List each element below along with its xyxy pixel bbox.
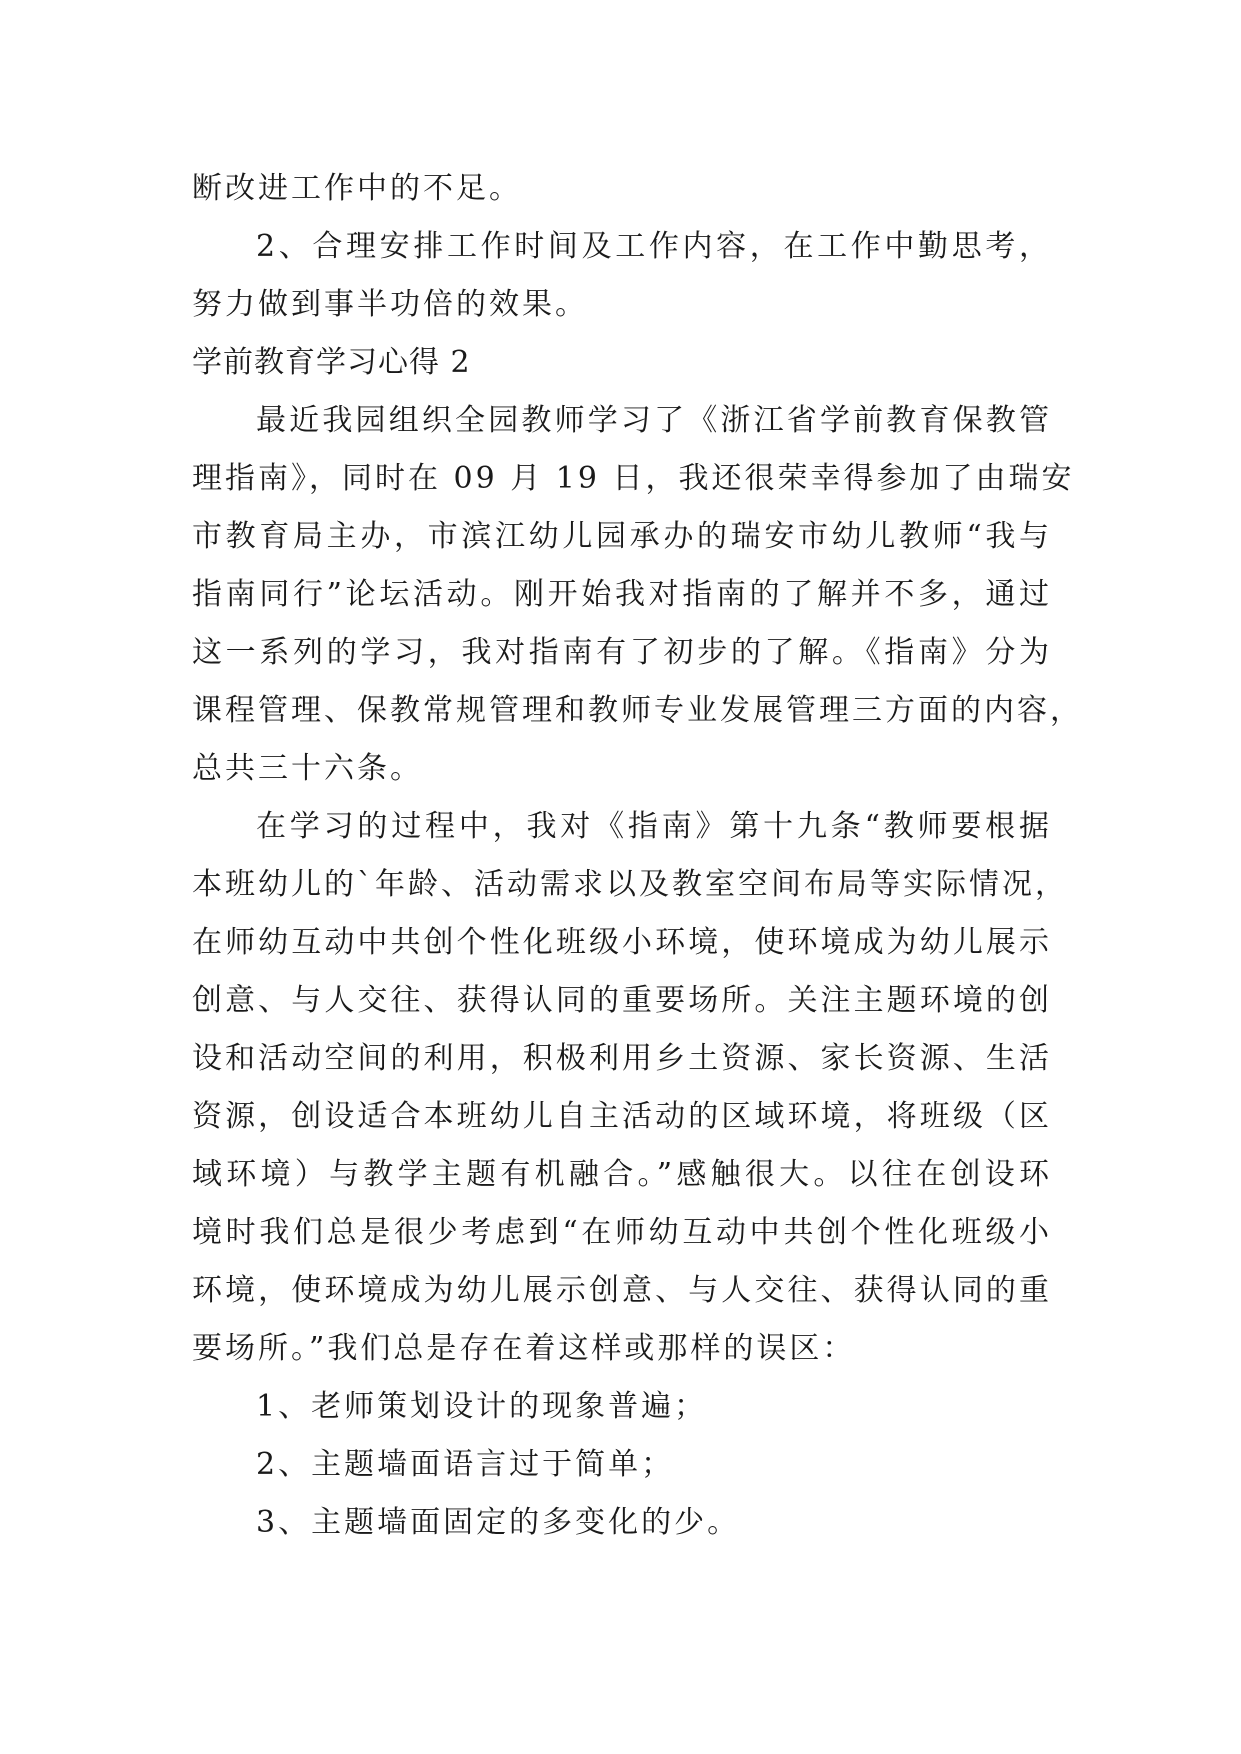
text-line: 2、合理安排工作时间及工作内容，在工作中勤思考， [256,229,1052,264]
document-body [192,160,1083,1552]
section-heading: 学前教育学习心得 2 [192,345,471,380]
text-line: 理指南》，同时在 09 月 19 日，我还很荣幸得参加了由瑞安 [192,461,1075,496]
text-line: 断改进工作中的不足。 [192,171,522,206]
text-line: 设和活动空间的利用，积极利用乡土资源、家长资源、生活 [192,1041,1052,1076]
text-line: 总共三十六条。 [192,751,423,786]
text-line: 要场所。”我们总是存在着这样或那样的误区： [192,1331,856,1366]
list-item: 1、老师策划设计的现象普遍； [256,1389,708,1424]
text-line: 本班幼儿的`年龄、活动需求以及教室空间布局等实际情况， [192,867,1068,902]
text-line: 指南同行”论坛活动。刚开始我对指南的了解并不多，通过 [192,577,1052,612]
text-line: 课程管理、保教常规管理和教师专业发展管理三方面的内容， [192,693,1083,728]
text-line: 域环境）与教学主题有机融合。”感触很大。以往在创设环 [192,1157,1052,1192]
text-line: 资源，创设适合本班幼儿自主活动的区域环境，将班级（区 [192,1099,1052,1134]
text-line: 努力做到事半功倍的效果。 [192,287,588,322]
text-line: 在学习的过程中，我对《指南》第十九条“教师要根据 [256,809,1052,844]
list-item: 2、主题墙面语言过于简单； [256,1447,675,1482]
text-line: 市教育局主办，市滨江幼儿园承办的瑞安市幼儿教师“我与 [192,519,1052,554]
text-line: 最近我园组织全园教师学习了《浙江省学前教育保教管 [256,403,1052,438]
text-line: 创意、与人交往、获得认同的重要场所。关注主题环境的创 [192,983,1052,1018]
text-line: 在师幼互动中共创个性化班级小环境，使环境成为幼儿展示 [192,925,1052,960]
text-line: 境时我们总是很少考虑到“在师幼互动中共创个性化班级小 [192,1215,1052,1250]
text-line: 环境，使环境成为幼儿展示创意、与人交往、获得认同的重 [192,1273,1052,1308]
text-line: 这一系列的学习，我对指南有了初步的了解。《指南》分为 [192,635,1052,670]
list-item: 3、主题墙面固定的多变化的少。 [256,1505,741,1540]
